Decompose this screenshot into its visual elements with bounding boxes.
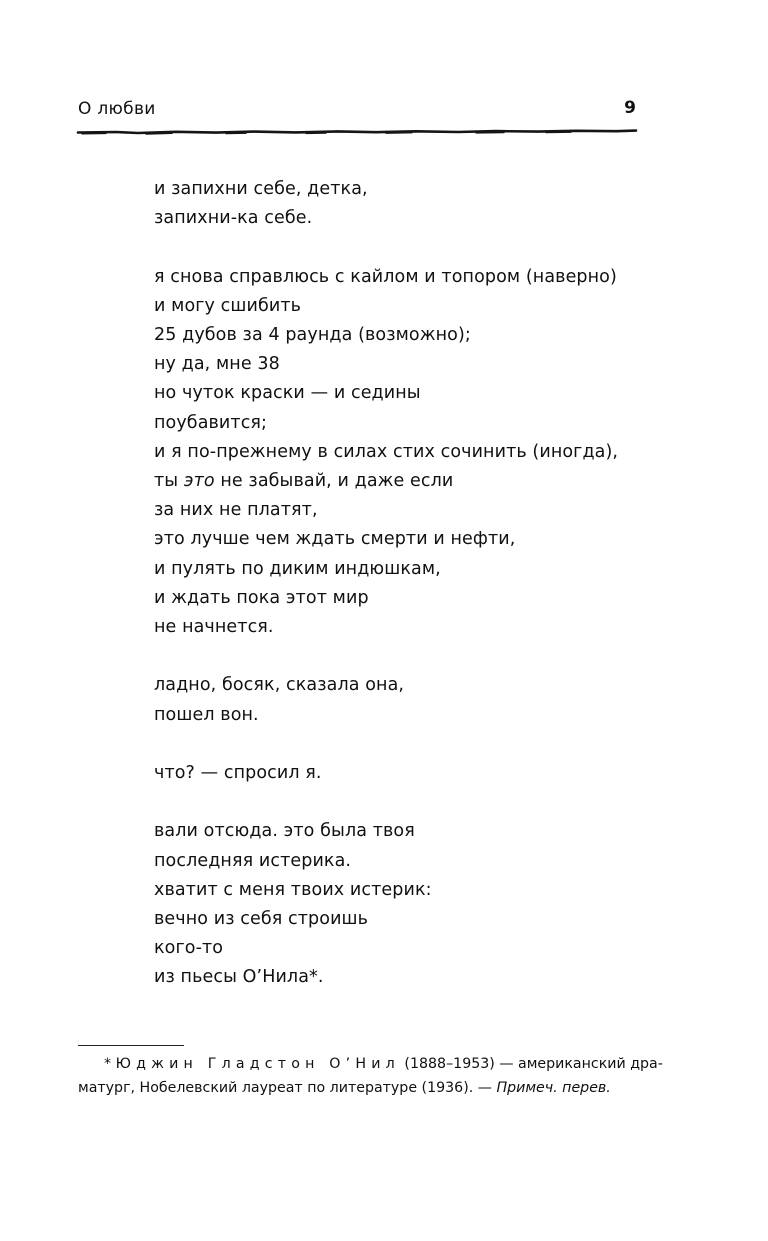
poem-line: ладно, босяк, сказала она, xyxy=(154,675,405,696)
running-header-title: О любви xyxy=(78,99,156,119)
footnote xyxy=(78,1052,663,1100)
poem-line: 25 дубов за 4 раунда (возможно); xyxy=(154,325,471,345)
translator-note-label: Примеч. перев. xyxy=(496,1080,611,1096)
poem-line: это лучше чем ждать смерти и нефти, xyxy=(154,529,516,550)
footnote-person-name: Юджин Гладстон О’Нил xyxy=(115,1056,400,1072)
poem-line: кого-то xyxy=(154,938,224,959)
poem-line: поубавится; xyxy=(154,412,268,433)
stanza xyxy=(154,759,674,788)
decorative-rule xyxy=(76,127,638,137)
footnote-line-2 xyxy=(78,1076,638,1100)
page-number: 9 xyxy=(624,98,636,118)
poem-line: хватит с меня твоих истерик: xyxy=(154,879,432,900)
poem-line: и могу сшибить xyxy=(154,295,302,316)
footnote-divider xyxy=(78,1045,184,1046)
stanza xyxy=(154,263,674,643)
poem-line: не начнется. xyxy=(154,617,274,638)
poem-line: пошел вон. xyxy=(154,704,259,725)
poem-line-text: не забывай, и даже если xyxy=(214,471,454,492)
poem-line: я снова справлюсь с кайлом и топором (наверно) xyxy=(154,266,617,287)
poem-body xyxy=(154,175,674,993)
poem-line: за них не платят, xyxy=(154,500,318,521)
poem-line: вечно из себя строишь xyxy=(154,909,369,930)
poem-line: вали отсюда. это была твоя xyxy=(154,821,415,842)
footnote-line-2-text: матург, Нобелевский лауреат по литературе (1936). — xyxy=(78,1080,497,1096)
poem-line: и пулять по диким индюшкам, xyxy=(154,558,441,579)
emphasized-word: это xyxy=(183,471,215,492)
stanza xyxy=(154,671,674,729)
poem-line: из пьесы О’Нила*. xyxy=(154,967,324,988)
poem-line: ну да, мне 38 xyxy=(154,354,280,375)
poem-line: и запихни себе, детка, xyxy=(154,179,368,199)
poem-line: что? — спросил я. xyxy=(154,763,322,784)
poem-line xyxy=(154,467,674,496)
stanza xyxy=(154,175,674,233)
poem-line: последняя истерика. xyxy=(154,850,352,871)
poem-line: запихни-ка себе. xyxy=(154,208,313,229)
poem-line: и ждать пока этот мир xyxy=(154,587,369,608)
stanza xyxy=(154,817,674,992)
footnote-marker: * xyxy=(104,1056,112,1072)
footnote-line-1 xyxy=(78,1052,663,1076)
poem-line: и я по-прежнему в силах стих сочинить (иногда), xyxy=(154,441,619,462)
poem-line: но чуток краски — и седины xyxy=(154,383,421,404)
footnote-line-1-rest: (1888–1953) — американский дра- xyxy=(399,1056,663,1072)
poem-line-text: ты xyxy=(154,471,184,492)
